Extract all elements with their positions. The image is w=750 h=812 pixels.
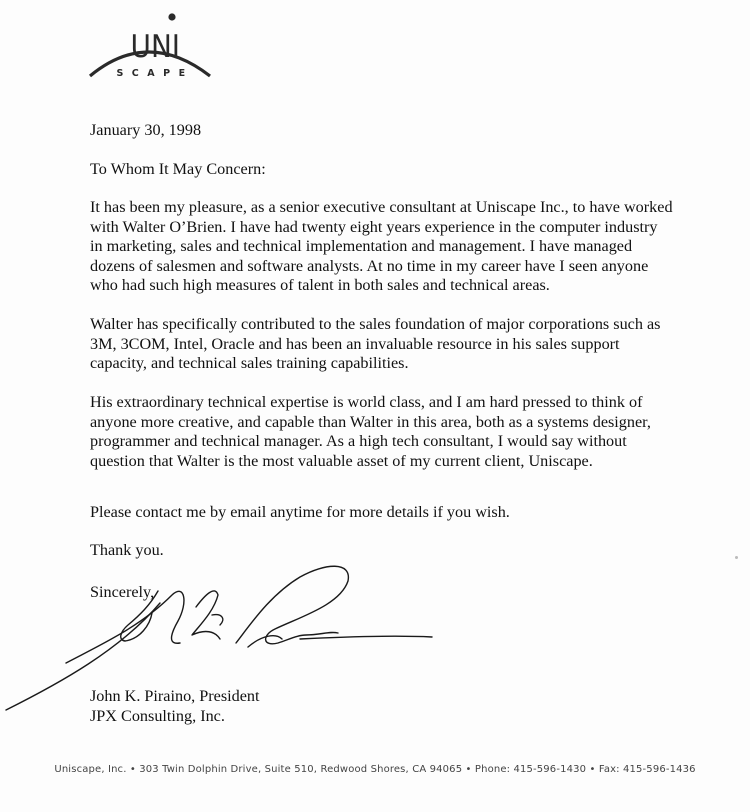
- paragraph-3-line: programmer and technical manager. As a high tech consultant, I would say without: [90, 432, 627, 450]
- thank-you: Thank you.: [90, 541, 164, 559]
- uniscape-logo: [86, 8, 216, 80]
- paragraph-1-line: It has been my pleasure, as a senior executive consultant at Uniscape Inc., to have worked: [90, 198, 673, 216]
- logo-wordmark: UNI: [130, 28, 181, 65]
- paragraph-1-line: dozens of salesmen and software analysts. At no time in my career have I seen anyone: [90, 256, 649, 275]
- paragraph-1-line: in marketing, sales and technical implementation and management. I have managed: [90, 237, 633, 255]
- logo-subtext: SCAPE: [116, 68, 194, 79]
- letter-date: January 30, 1998: [90, 121, 202, 139]
- paragraph-2: [90, 315, 750, 374]
- paragraph-3-line: question that Walter is the most valuable asset of my current client, Uniscape.: [90, 451, 593, 470]
- letter-salutation: To Whom It May Concern:: [90, 160, 266, 178]
- paragraph-3-line: anyone more creative, and capable than Walter in this area, both as a systems designer,: [90, 412, 651, 431]
- paragraph-3-line: His extraordinary technical expertise is world class, and I am hard pressed to think of: [90, 393, 643, 411]
- paragraph-1-line: with Walter O’Brien. I have had twenty eight years experience in the computer industry: [90, 217, 658, 236]
- paragraph-2-line: Walter has specifically contributed to the sales foundation of major corporations such as: [90, 315, 661, 333]
- paragraph-1: [90, 198, 750, 296]
- scan-speck: [735, 556, 738, 559]
- paragraph-1-line: who had such high measures of talent in both sales and technical areas.: [90, 276, 550, 294]
- closing: Sincerely,: [90, 583, 155, 601]
- letterhead-footer: Uniscape, Inc. • 303 Twin Dolphin Drive, Suite 510, Redwood Shores, CA 94065 • Phone: 415-596-1430 • Fax: 415-596-1436: [54, 764, 696, 775]
- signer-company: JPX Consulting, Inc.: [90, 707, 225, 725]
- paragraph-4: Please contact me by email anytime for more details if you wish.: [90, 503, 510, 521]
- paragraph-3: [90, 393, 750, 471]
- signer-name: John K. Piraino, President: [90, 687, 260, 705]
- paragraph-2-line: capacity, and technical sales training capabilities.: [90, 354, 409, 372]
- paragraph-2-line: 3M, 3COM, Intel, Oracle and has been an invaluable resource in his sales support: [90, 334, 620, 353]
